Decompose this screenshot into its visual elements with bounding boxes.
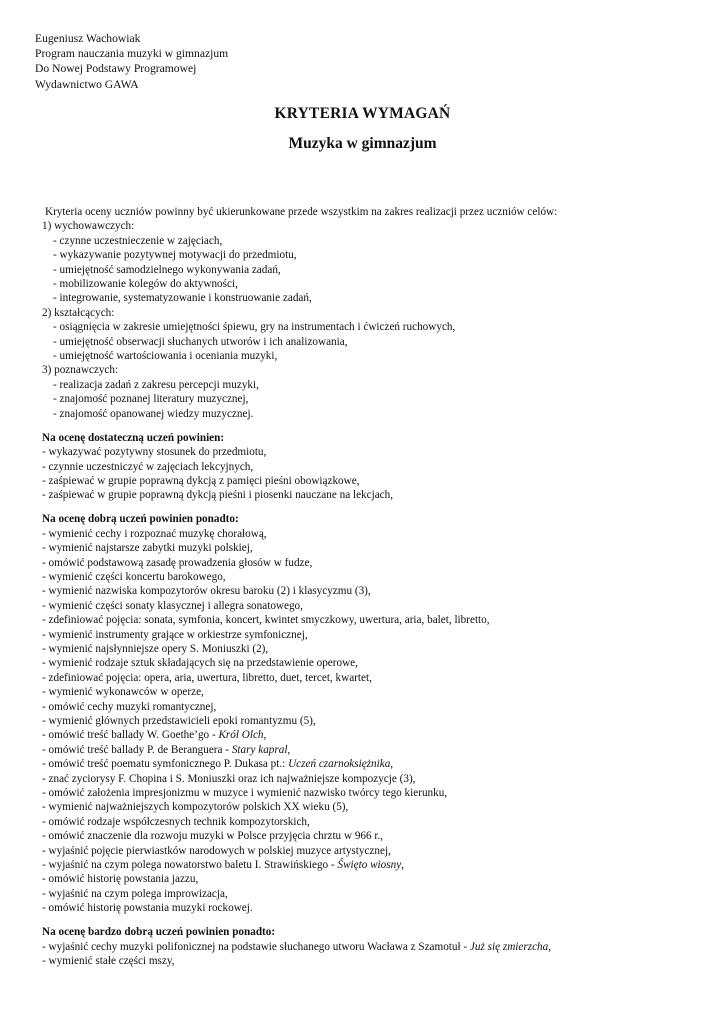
list-item <box>42 541 712 555</box>
section-good <box>42 512 712 915</box>
list-item-text: - omówić założenia impresjonizmu w muzyce i wymienić nazwisko twórcy tego kierunku, <box>42 787 448 800</box>
list-item-text: - omówić cechy muzyki romantycznej, <box>42 700 217 713</box>
document-header <box>35 31 228 92</box>
list-item <box>42 829 712 843</box>
very-good-criteria-list <box>42 940 712 969</box>
list-item <box>42 599 712 613</box>
work-title: Uczeń czarnoksiężnika <box>288 758 391 771</box>
list-item-text: - wymienić głównych przedstawicieli epoki romantyzmu (5), <box>42 715 316 727</box>
list-item <box>42 570 712 584</box>
list-item-text: - omówić treść poematu symfonicznego P. Dukasa pt.: <box>42 758 289 771</box>
list-item: - wykazywać pozytywny stosunek do przedmiotu, <box>42 446 267 459</box>
list-item: - umiejętność obserwacji słuchanych utworów i ich analizowania, <box>53 335 348 348</box>
list-item-text: - wyjaśnić na czym polega improwizacja, <box>42 887 228 900</box>
list-item-punctuation: , <box>401 859 404 872</box>
list-item-text: - wyjaśnić pojęcie pierwiastków narodowych w polskiej muzyce artystycznej, <box>42 844 391 857</box>
list-item <box>42 556 712 570</box>
list-item-text: - omówić historię powstania muzyki rockowej. <box>42 902 253 915</box>
list-item <box>42 628 712 642</box>
list-item-text: - znać zyciorysy F. Chopina i S. Moniuszki oraz ich najważniejsze kompozycje (3), <box>42 772 416 785</box>
section-heading: Na ocenę dostateczną uczeń powinien: <box>42 431 225 444</box>
list-item-text: - wyjaśnić na czym polega nowatorstwo baletu I. Strawińskiego - <box>42 859 338 872</box>
curriculum-line: Do Nowej Podstawy Programowej <box>35 62 197 76</box>
list-item-text: - omówić treść ballady W. Goethe’go - <box>42 729 219 742</box>
list-item-text: - zdefiniować pojęcia: opera, aria, uwertura, libretto, duet, tercet, kwartet, <box>42 671 372 684</box>
list-item-text: - omówić treść ballady P. de Beranguera - <box>42 743 232 756</box>
list-item <box>42 858 712 872</box>
list-item-text: - wymienić nazwiska kompozytorów okresu baroku (2) i klasycyzmu (3), <box>42 585 371 598</box>
list-item-text: - wymienić części sonaty klasycznej i allegra sonatowego, <box>42 599 303 612</box>
list-item <box>42 613 712 627</box>
list-item-text: - wymienić wykonawców w operze, <box>42 686 204 699</box>
list-item <box>42 743 712 757</box>
list-item: - umiejętność wartościowania i oceniania muzyki, <box>53 350 278 363</box>
work-title: Już się zmierzcha <box>469 940 549 953</box>
section-heading: Na ocenę bardzo dobrą uczeń powinien ponadto: <box>42 926 276 939</box>
author-line: Eugeniusz Wachowiak <box>35 32 141 45</box>
document-title: KRYTERIA WYMAGAŃ <box>274 105 451 122</box>
list-item <box>42 700 712 714</box>
work-title: Święto wiosny <box>337 859 402 872</box>
list-item <box>42 527 712 541</box>
goal-heading: 1) wychowawczych: <box>42 220 135 233</box>
list-item <box>42 642 712 656</box>
list-item-punctuation: , <box>390 758 394 771</box>
list-item <box>42 844 712 858</box>
list-item-text: - wymienić najsłynniejsze opery S. Moniuszki (2), <box>42 642 269 655</box>
list-item <box>42 940 712 954</box>
list-item: - znajomość poznanej literatury muzycznej, <box>53 393 249 406</box>
section-sufficient <box>42 431 712 503</box>
list-item: - czynnie uczestniczyć w zajęciach lekcyjnych, <box>42 460 254 473</box>
list-item-text: - omówić znaczenie dla rozwoju muzyki w Polsce przyjęcia chrztu w 966 r., <box>42 830 384 843</box>
list-item-text: - wymienić stałe części mszy, <box>42 955 175 968</box>
list-item <box>42 772 712 786</box>
publisher-line: Wydawnictwo GAWA <box>35 77 139 91</box>
good-criteria-list <box>42 527 712 916</box>
list-item-text: - wymienić rodzaje sztuk składających się na przedstawienie operowe, <box>42 657 358 670</box>
list-item <box>42 671 712 685</box>
list-item <box>42 728 712 742</box>
list-item-text: - omówić historię powstania jazzu, <box>42 873 199 886</box>
list-item <box>42 656 712 670</box>
list-item: - integrowanie, systematyzowanie i konstruowanie zadań, <box>53 292 312 305</box>
list-item-text: - wymienić najważniejszych kompozytorów polskich XX wieku (5), <box>42 801 349 814</box>
section-heading: Na ocenę dobrą uczeń powinien ponadto: <box>42 513 239 526</box>
list-item-text: - wymienić najstarsze zabytki muzyki polskiej, <box>42 542 253 555</box>
list-item: - czynne uczestnieczenie w zajęciach, <box>53 234 223 247</box>
list-item-text: - wymienić instrumenty grające w orkiestrze symfonicznej, <box>42 628 308 641</box>
list-item-punctuation: , <box>548 940 552 953</box>
list-item <box>42 584 712 598</box>
list-item <box>42 901 712 915</box>
list-item-text: - wymienić części koncertu barokowego, <box>42 570 226 583</box>
list-item <box>42 800 712 814</box>
list-item-text: - omówić rodzaje współczesnych technik kompozytorskich, <box>42 815 310 828</box>
list-item <box>42 872 712 886</box>
list-item <box>42 887 712 901</box>
list-item-text: - wyjaśnić cechy muzyki polifonicznej na podstawie słuchanego utworu Wacława z Szamotuł - <box>42 940 470 953</box>
intro-paragraph: Kryteria oceny uczniów powinny być ukierunkowane przede wszystkim na zakres realizacji przez uczniów celów: <box>45 206 558 218</box>
document-body <box>42 205 712 969</box>
list-item: - zaśpiewać w grupie poprawną dykcją z pamięci pieśni obowiązkowe, <box>42 474 360 487</box>
program-line: Program nauczania muzyki w gimnazjum <box>35 47 229 61</box>
goal-heading: 2) kształcących: <box>42 306 115 319</box>
list-item-text: - zdefiniować pojęcia: sonata, symfonia, koncert, kwintet smyczkowy, uwertura, aria, balet, libretto, <box>42 614 490 627</box>
list-item <box>42 714 712 728</box>
goal-heading: 3) poznawczych: <box>42 364 119 377</box>
list-item: - wykazywanie pozytywnej motywacji do przedmiotu, <box>53 249 297 262</box>
goals-list <box>42 219 712 421</box>
list-item-text: - wymienić cechy i rozpoznać muzykę chorałową, <box>42 527 267 540</box>
list-item <box>42 685 712 699</box>
work-title: Stary kapral, <box>231 743 291 756</box>
list-item <box>42 815 712 829</box>
list-item: - umiejętność samodzielnego wykonywania zadań, <box>53 263 281 276</box>
list-item: - mobilizowanie kolegów do aktywności, <box>53 278 238 291</box>
list-item <box>42 786 712 800</box>
list-item <box>42 757 712 771</box>
document-subtitle: Muzyka w gimnazjum <box>288 135 437 152</box>
list-item: - znajomość opanowanej wiedzy muzycznej. <box>53 407 254 420</box>
list-item: - osiągnięcia w zakresie umiejętności śpiewu, gry na instrumentach i ćwiczeń ruchowych, <box>53 321 456 334</box>
list-item-text: - omówić podstawową zasadę prowadzenia głosów w fudze, <box>42 556 313 569</box>
work-title: Król Olch, <box>218 729 267 742</box>
list-item: - zaśpiewać w grupie poprawną dykcją pieśni i piosenki nauczane na lekcjach, <box>42 489 394 502</box>
list-item: - realizacja zadań z zakresu percepcji muzyki, <box>53 378 259 391</box>
section-very-good <box>42 925 712 968</box>
list-item <box>42 954 712 968</box>
